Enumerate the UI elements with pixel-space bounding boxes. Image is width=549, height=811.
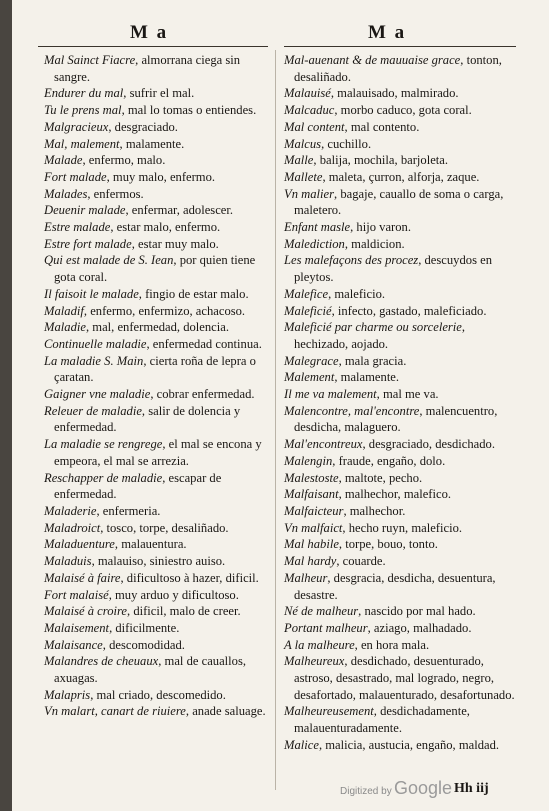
entry-headword: Maladerie (44, 503, 97, 518)
entry-translation: , mala gracia. (338, 353, 407, 368)
entry-headword: Il me va malement (284, 387, 377, 402)
binding-edge (0, 0, 12, 811)
dictionary-entry (44, 85, 274, 102)
dictionary-entry (284, 236, 520, 253)
entry-headword: Releuer de maladie (44, 403, 142, 418)
entry-headword: Mal Sainct Fiacre (44, 53, 136, 67)
signature-mark: Hh iij (454, 781, 489, 796)
dictionary-entry (284, 119, 520, 136)
dictionary-entry (44, 470, 274, 503)
entry-headword: La maladie se rengrege (44, 437, 163, 452)
entry-headword: Portant malheur (284, 620, 368, 635)
entry-translation: , desgraciado, desdichado. (362, 437, 496, 452)
dictionary-entry (284, 303, 520, 320)
dictionary-entry (284, 152, 520, 169)
entry-translation: , malhechor, malefico. (338, 487, 452, 502)
entry-headword: Mal-auenant & de mauuaise grace (284, 53, 461, 67)
entry-headword: Malcaduc (284, 103, 335, 118)
header-rule-left (38, 46, 268, 47)
dictionary-entry (44, 236, 274, 253)
dictionary-entry (284, 520, 520, 537)
entry-translation: , enfermo, malo. (82, 153, 166, 168)
entry-translation: , cobrar enfermedad. (150, 387, 255, 402)
entry-translation: , desdichado, desuenturado, astroso, desastrado, mal logrado, negro, desafortado, malauenturado, desafortunado. (294, 654, 515, 702)
entry-headword: Malaisement (44, 620, 110, 635)
dictionary-entry (44, 353, 274, 386)
entry-headword: Mal content (284, 119, 345, 134)
entry-headword: Malaisance (44, 637, 103, 652)
entry-headword: Malaisé à croire (44, 604, 128, 619)
entry-translation: , enfermar, adolescer. (125, 203, 234, 218)
entry-translation: , enfermeria. (96, 503, 161, 518)
entry-translation: , sufrir el mal. (123, 86, 195, 101)
entry-headword: Malandres de cheuaux (44, 654, 159, 669)
dictionary-entry (284, 470, 520, 487)
dictionary-entry (44, 536, 274, 553)
entry-translation: , descomodidad. (102, 637, 185, 652)
dictionary-entry (284, 219, 520, 236)
entry-translation: , mal criado, descomedido. (90, 687, 226, 702)
dictionary-entry (44, 102, 274, 119)
entry-translation: , malamente. (119, 136, 185, 151)
dictionary-entry (284, 570, 520, 603)
entry-headword: Malgracieux (44, 119, 109, 134)
entry-translation: , dificilmente. (109, 620, 180, 635)
dictionary-entry (44, 336, 274, 353)
entry-headword: Malediction (284, 236, 345, 251)
digitized-label: Digitized by (340, 786, 392, 797)
dictionary-entry (44, 52, 274, 85)
entry-translation: , couarde. (336, 554, 386, 569)
dictionary-entry (284, 353, 520, 370)
entry-headword: Fort malaisé (44, 587, 109, 602)
entry-headword: Vn malart, canart de riuiere (44, 704, 186, 719)
dictionary-entry (44, 553, 274, 570)
dictionary-entry (284, 620, 520, 637)
entry-translation: , enfermo, enfermizo, achacoso. (83, 303, 246, 318)
dictionary-entry (44, 637, 274, 654)
entry-headword: Les malefaçons des procez (284, 253, 419, 268)
entry-translation: , mal me va. (376, 387, 439, 402)
entry-headword: Gaigner vne maladie (44, 387, 151, 402)
entry-translation: , almorrana ciega sin sangre. (54, 53, 241, 84)
entry-headword: Malegrace (284, 353, 339, 368)
entry-headword: Malades (44, 186, 88, 201)
entry-translation: , el mal se encona y empeora, el mal se arrezia. (54, 437, 262, 468)
entry-translation: , torpe, bouo, tonto. (338, 537, 438, 552)
entry-translation: , mal, enfermedad, dolencia. (85, 320, 229, 335)
dictionary-entry (284, 703, 520, 736)
dictionary-entry (284, 85, 520, 102)
dictionary-entry (44, 687, 274, 704)
entry-translation: , desgracia, desdicha, desuentura, desastre. (294, 570, 496, 602)
page-footer (330, 778, 530, 803)
dictionary-entry (284, 653, 520, 703)
entry-translation: , mal lo tomas o entiendes. (121, 103, 257, 118)
entry-translation: , salir de dolencia y enfermedad. (54, 403, 241, 435)
entry-headword: Reschapper de maladie (44, 470, 163, 485)
entry-headword: Fort malade (44, 169, 107, 184)
dictionary-entry (44, 286, 274, 303)
entry-translation: , maleficio. (328, 286, 386, 301)
entry-headword: Enfant masle (284, 220, 351, 235)
running-head-right: M a (368, 22, 407, 43)
dictionary-entry (284, 136, 520, 153)
entry-translation: , maldicion. (344, 236, 405, 251)
entry-translation: , maleta, çurron, alforja, zaque. (322, 169, 480, 184)
dictionary-entry (44, 587, 274, 604)
dictionary-entry (44, 136, 274, 153)
dictionary-entry (284, 386, 520, 403)
entry-translation: , morbo caduco, gota coral. (334, 103, 472, 118)
entry-translation: , hijo varon. (350, 220, 411, 235)
entry-headword: A la malheure (284, 637, 355, 652)
entry-headword: Malice (284, 737, 319, 752)
entry-translation: , maltote, pecho. (338, 470, 423, 485)
entry-headword: Tu le prens mal (44, 103, 122, 118)
entry-headword: La maladie S. Main (44, 353, 144, 368)
dictionary-entry (284, 453, 520, 470)
dictionary-entry (284, 553, 520, 570)
entry-translation: , infecto, gastado, maleficiado. (331, 303, 487, 318)
entry-translation: , malauisado, malmirado. (330, 86, 459, 101)
dictionary-entry (44, 169, 274, 186)
dictionary-entry (284, 503, 520, 520)
dictionary-entry (284, 369, 520, 386)
entry-headword: Mal habile (284, 537, 339, 552)
entry-translation: , balija, mochila, barjoleta. (313, 153, 449, 168)
entry-headword: Mallete (284, 169, 323, 184)
entry-translation: , bagaje, cauallo de soma o carga, maletero. (294, 186, 504, 218)
dictionary-entry (284, 737, 520, 754)
entry-headword: Mal'encontreux (284, 437, 363, 452)
dictionary-entry (284, 102, 520, 119)
entry-headword: Vn malier (284, 186, 335, 201)
entry-translation: , dificil, malo de creer. (127, 604, 241, 619)
entry-headword: Malapris (44, 687, 91, 702)
dictionary-entry (284, 169, 520, 186)
dictionary-entry (44, 620, 274, 637)
entry-translation: , malhechor. (343, 503, 406, 518)
entry-translation: , estar malo, enfermo. (110, 220, 221, 235)
dictionary-entry (284, 403, 520, 436)
entry-translation: , anade saluage. (185, 704, 266, 719)
entry-headword: Malheureux (284, 654, 345, 669)
entry-translation: , desdichadamente, malauenturadamente. (294, 704, 470, 736)
entry-headword: Maladie (44, 320, 86, 335)
entry-headword: Né de malheur (284, 604, 359, 619)
entry-translation: , descuydos en pleytos. (294, 253, 493, 285)
entry-translation: , dificultoso à hazer, dificil. (120, 570, 259, 585)
entry-headword: Maladroict (44, 520, 101, 535)
dictionary-entry (284, 286, 520, 303)
entry-translation: , enfermedad continua. (146, 336, 262, 351)
dictionary-entry (44, 503, 274, 520)
entry-translation: , enfermos. (87, 186, 144, 201)
dictionary-entry (284, 637, 520, 654)
dictionary-entry (44, 219, 274, 236)
left-column (44, 52, 274, 720)
dictionary-entry (44, 202, 274, 219)
entry-headword: Estre malade (44, 220, 111, 235)
entry-translation: , muy arduo y dificultoso. (108, 587, 239, 602)
entry-translation: , malamente. (334, 370, 400, 385)
entry-translation: , desgraciado. (108, 119, 178, 134)
dictionary-entry (44, 386, 274, 403)
dictionary-entry (284, 486, 520, 503)
column-divider (275, 50, 276, 790)
header-rule-right (284, 46, 516, 47)
entry-headword: Maladuis (44, 554, 92, 569)
entry-translation: , malencuentro, desdicha, malaguero. (294, 403, 498, 435)
entry-headword: Malfaisant (284, 487, 339, 502)
dictionary-entry (44, 520, 274, 537)
entry-translation: , en hora mala. (354, 637, 430, 652)
entry-headword: Estre fort malade (44, 236, 132, 251)
right-column (284, 52, 520, 754)
dictionary-entry (44, 119, 274, 136)
entry-translation: , mal de cauallos, axuagas. (54, 654, 247, 686)
entry-headword: Malauisé (284, 86, 331, 101)
entry-translation: , malauiso, siniestro auiso. (91, 554, 226, 569)
entry-translation: , muy malo, enfermo. (106, 169, 216, 184)
entry-translation: , estar muy malo. (131, 236, 219, 251)
dictionary-entry (284, 319, 520, 352)
dictionary-entry (284, 52, 520, 85)
entry-translation: , cuchillo. (321, 136, 372, 151)
entry-translation: , escapar de enfermedad. (54, 470, 222, 502)
entry-headword: Maleficié (284, 303, 332, 318)
entry-headword: Malcus (284, 136, 322, 151)
dictionary-entry (44, 186, 274, 203)
entry-headword: Malengin (284, 453, 333, 468)
dictionary-entry (284, 186, 520, 219)
entry-headword: Mal, malement (44, 136, 120, 151)
entry-translation: , fingio de estar malo. (138, 286, 249, 301)
entry-headword: Deuenir malade (44, 203, 126, 218)
entry-translation: , malicia, austucia, engaño, maldad. (318, 737, 500, 752)
dictionary-entry (284, 536, 520, 553)
dictionary-entry (284, 436, 520, 453)
dictionary-entry (44, 152, 274, 169)
entry-headword: Malheureusement (284, 704, 374, 719)
running-head-left: M a (130, 22, 169, 43)
entry-headword: Endurer du mal (44, 86, 124, 101)
entry-headword: Malle (284, 153, 314, 168)
entry-translation: , mal contento. (344, 119, 420, 134)
entry-translation: , malauentura. (114, 537, 187, 552)
entry-translation: , tosco, torpe, desaliñado. (100, 520, 229, 535)
entry-headword: Vn malfaict (284, 520, 343, 535)
entry-translation: , por quien tiene gota coral. (54, 253, 256, 285)
entry-headword: Maladif (44, 303, 84, 318)
entry-translation: , tonton, desaliñado. (294, 53, 502, 84)
dictionary-entry (44, 436, 274, 469)
entry-headword: Il faisoit le malade (44, 286, 139, 301)
entry-translation: , nascido por mal hado. (358, 604, 476, 619)
entry-headword: Malefice (284, 286, 329, 301)
dictionary-entry (44, 403, 274, 436)
entry-headword: Continuelle maladie (44, 336, 147, 351)
entry-headword: Malfaicteur (284, 503, 344, 518)
google-watermark: Google (394, 778, 453, 798)
entry-headword: Malheur (284, 570, 328, 585)
dictionary-entry (44, 319, 274, 336)
dictionary-entry (44, 303, 274, 320)
entry-headword: Malestoste (284, 470, 339, 485)
dictionary-entry (44, 603, 274, 620)
entry-headword: Qui est malade de S. Iean (44, 253, 174, 268)
entry-translation: , hecho ruyn, maleficio. (342, 520, 463, 535)
entry-headword: Malencontre, mal'encontre (284, 403, 420, 418)
entry-translation: , cierta roña de lepra o çaratan. (54, 353, 256, 385)
entry-headword: Mal hardy (284, 554, 337, 569)
entry-headword: Malement (284, 370, 335, 385)
entry-headword: Maleficié par charme ou sorcelerie (284, 320, 462, 335)
dictionary-entry (44, 252, 274, 285)
entry-translation: , fraude, engaño, dolo. (332, 453, 446, 468)
entry-headword: Malade (44, 153, 83, 168)
entry-headword: Malaisé à faire (44, 570, 121, 585)
dictionary-entry (44, 570, 274, 587)
dictionary-entry (44, 653, 274, 686)
dictionary-entry (284, 603, 520, 620)
entry-translation: , aziago, malhadado. (367, 620, 472, 635)
entry-translation: , hechizado, aojado. (294, 320, 466, 351)
dictionary-entry (44, 703, 274, 720)
entry-headword: Maladuenture (44, 537, 115, 552)
dictionary-entry (284, 252, 520, 285)
